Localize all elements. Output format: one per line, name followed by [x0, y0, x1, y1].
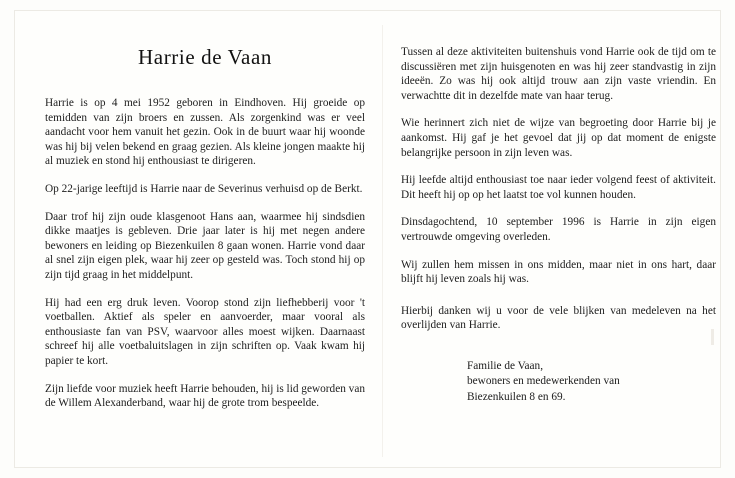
left-column [45, 45, 365, 411]
left-paragraph-4: Hij had een erg druk leven. Voorop stond zijn liefhebberij voor 't voetballen. Aktief als speler en aanvoerder, maar vooral als enthousiaste fan van PSV, waarvoor alles moest wijken. Daarnaast schreef hij alle voetbaluitslagen in zijn schriften op. Vaak kwam hij papier te kort. [45, 296, 365, 367]
page-title: Harrie de Vaan [138, 45, 272, 69]
center-fold-line [382, 25, 383, 457]
signature-line-2: bewoners en medewerkenden van [467, 375, 620, 388]
right-paragraph-2: Wie herinnert zich niet de wijze van begroeting door Harrie bij je aankomst. Hij gaf je het gevoel dat jij op dat moment de enigste belangrijke persoon in zijn leven was. [401, 117, 716, 159]
left-paragraph-5: Zijn liefde voor muziek heeft Harrie behouden, hij is lid geworden van de Willem Alexanderband, waar hij de grote trom bespeelde. [45, 382, 365, 410]
left-paragraph-2: Op 22-jarige leeftijd is Harrie naar de Severinus verhuisd op de Berkt. [45, 182, 363, 195]
left-paragraph-1: Harrie is op 4 mei 1952 geboren in Eindhoven. Hij groeide op temidden van zijn broers en zussen. Als zorgenkind was er veel aandacht voor hem vanuit het gezin. Ook in de buurt waar hij woonde was hij bij velen bekend en graag gezien. Als kleine jongen maakte hij al muziek en stond hij enthousiast te dirigeren. [45, 97, 365, 168]
right-paragraph-1: Tussen al deze aktiviteiten buitenshuis vond Harrie ook de tijd om te discussiëren met zijn huisgenoten en was hij zeer standvastig in zijn ideeën. Zo was hij ook altijd trouw aan zijn vaste vriendin. En verwachtte dit in dezelfde mate van haar terug. [401, 46, 716, 102]
card-sheet [14, 10, 721, 468]
right-paragraph-3: Hij leefde altijd enthousiast toe naar ieder volgend feest of aktiviteit. Dit heeft hij op op het laatst toe vol kunnen houden. [401, 174, 716, 201]
right-paragraph-4: Dinsdagochtend, 10 september 1996 is Harrie in zijn eigen vertrouwde omgeving overleden. [401, 216, 716, 243]
signature-line-1: Familie de Vaan, [467, 359, 544, 372]
signature-block [401, 359, 716, 405]
left-paragraph-3: Daar trof hij zijn oude klasgenoot Hans aan, waarmee hij sindsdien dikke maatjes is gebleven. Drie jaar later is hij met negen andere bewoners en leiding op Biezenkuilen 8 gaan wonen. Harrie vond daar al snel zijn eigen plek, waar hij zeer op gesteld was. Toch stond hij op zijn tijd graag in het middelpunt. [45, 210, 365, 281]
right-paragraph-6: Hierbij danken wij u voor de vele blijken van medeleven na het overlijden van Harrie. [401, 304, 716, 332]
right-column [401, 45, 716, 405]
right-paragraph-5: Wij zullen hem missen in ons midden, maar niet in ons hart, daar blijft hij leven zoals hij was. [401, 258, 716, 286]
signature-line-3: Biezenkuilen 8 en 69. [467, 390, 566, 403]
